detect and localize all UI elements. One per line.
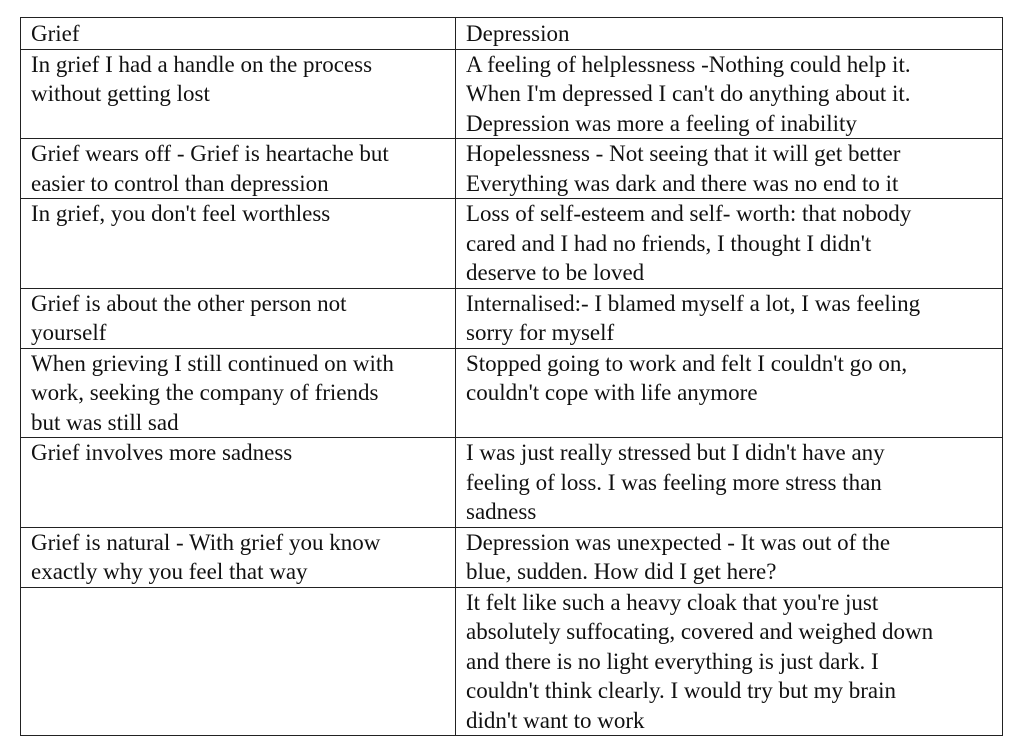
depression-cell: Hopelessness - Not seeing that it will get better Everything was dark and there was no end to it bbox=[456, 139, 1003, 199]
header-grief: Grief bbox=[21, 18, 456, 50]
grief-cell-empty bbox=[21, 587, 456, 736]
table-row bbox=[21, 139, 1003, 199]
table-row bbox=[21, 348, 1003, 438]
comparison-table-container bbox=[20, 17, 1003, 736]
depression-cell: It felt like such a heavy cloak that you're just absolutely suffocating, covered and weighed down and there is no light everything is just dark. I couldn't think clearly. I would try but my brain didn't want to work bbox=[456, 587, 1003, 736]
grief-cell: In grief I had a handle on the process without getting lost bbox=[21, 49, 456, 139]
depression-cell: I was just really stressed but I didn't have any feeling of loss. I was feeling more stress than sadness bbox=[456, 438, 1003, 528]
table-row bbox=[21, 199, 1003, 289]
depression-cell: Stopped going to work and felt I couldn't go on, couldn't cope with life anymore bbox=[456, 348, 1003, 438]
table-row bbox=[21, 49, 1003, 139]
grief-vs-depression-table bbox=[20, 17, 1003, 736]
grief-cell: Grief wears off - Grief is heartache but easier to control than depression bbox=[21, 139, 456, 199]
depression-cell: Depression was unexpected - It was out of the blue, sudden. How did I get here? bbox=[456, 527, 1003, 587]
table-row bbox=[21, 527, 1003, 587]
table-header-row bbox=[21, 18, 1003, 50]
grief-cell: Grief is about the other person not yourself bbox=[21, 288, 456, 348]
grief-cell: When grieving I still continued on with work, seeking the company of friends but was still sad bbox=[21, 348, 456, 438]
table-row bbox=[21, 438, 1003, 528]
header-depression: Depression bbox=[456, 18, 1003, 50]
grief-cell: Grief involves more sadness bbox=[21, 438, 456, 528]
grief-cell: In grief, you don't feel worthless bbox=[21, 199, 456, 289]
grief-cell: Grief is natural - With grief you know exactly why you feel that way bbox=[21, 527, 456, 587]
table-row bbox=[21, 587, 1003, 736]
depression-cell: Internalised:- I blamed myself a lot, I was feeling sorry for myself bbox=[456, 288, 1003, 348]
depression-cell: A feeling of helplessness -Nothing could help it. When I'm depressed I can't do anything about it. Depression was more a feeling of inability bbox=[456, 49, 1003, 139]
depression-cell: Loss of self-esteem and self- worth: that nobody cared and I had no friends, I thought I didn't deserve to be loved bbox=[456, 199, 1003, 289]
table-row bbox=[21, 288, 1003, 348]
